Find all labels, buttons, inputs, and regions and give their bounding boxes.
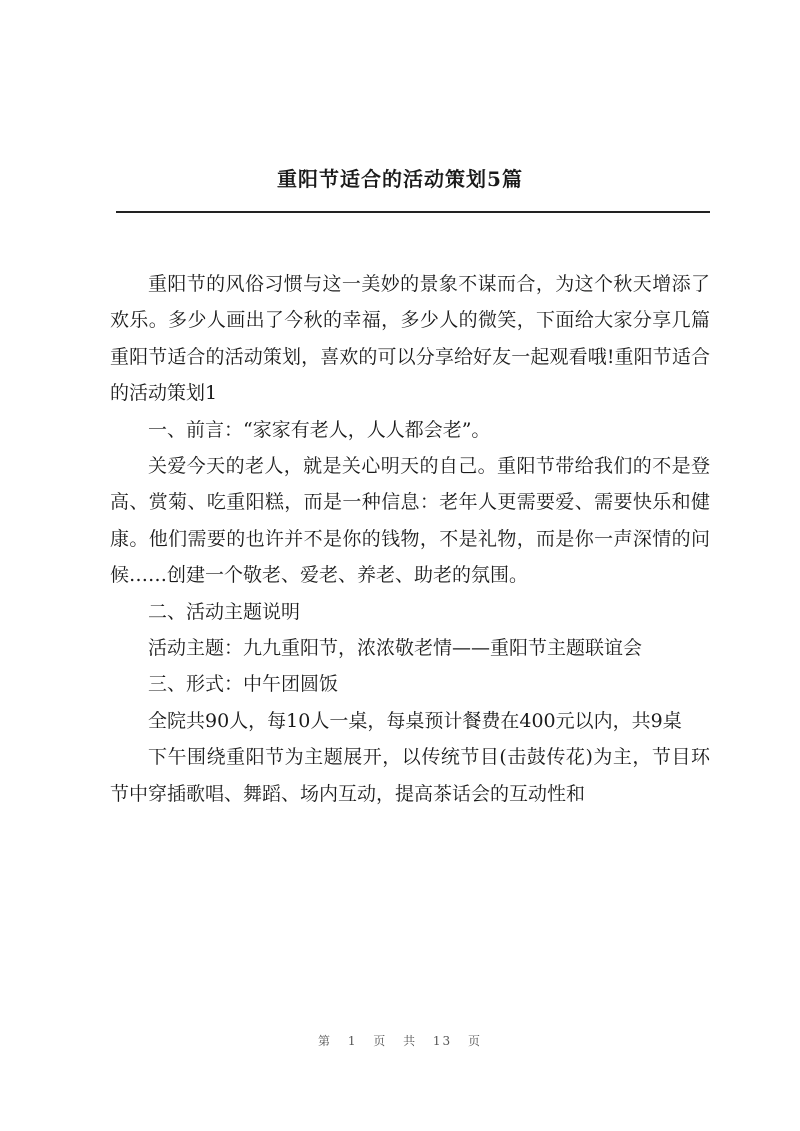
title-divider bbox=[116, 211, 710, 213]
paragraph-preface: 一、前言：“家家有老人，人人都会老”。 bbox=[148, 418, 491, 441]
paragraph-theme: 活动主题：九九重阳节，浓浓敬老情——重阳节主题联谊会 bbox=[148, 637, 643, 660]
paragraph-intro: 重阳节的风俗习惯与这一美妙的景象不谋而合，为这个秋天增添了欢乐。多少人画出了今秋的幸福，多少人的微笑，下面给大家分享几篇重阳节适合的活动策划，喜欢的可以分享给好友一起观看哦!重阳节适合的活动策划1 bbox=[110, 273, 710, 405]
paragraph-section-form: 三、形式：中午团圆饭 bbox=[148, 673, 339, 696]
paragraph-afternoon: 下午围绕重阳节为主题展开，以传统节目(击鼓传花)为主，节目环节中穿插歌唱、舞蹈、场内互动，提高茶话会的互动性和 bbox=[110, 746, 710, 805]
document-title: 重阳节适合的活动策划5篇 bbox=[277, 167, 523, 191]
page-number: 第 1 页 共 13 页 bbox=[318, 1034, 482, 1048]
document-body bbox=[110, 266, 710, 812]
paragraph-section-theme: 二、活动主题说明 bbox=[148, 600, 301, 623]
paragraph-dinner: 全院共90人，每10人一桌，每桌预计餐费在400元以内，共9桌 bbox=[148, 709, 682, 732]
paragraph-care: 关爱今天的老人，就是关心明天的自己。重阳节带给我们的不是登高、赏菊、吃重阳糕，而是一种信息：老年人更需要爱、需要快乐和健康。他们需要的也许并不是你的钱物，不是礼物，而是你一声深情的问候……创建一个敬老、爱老、养老、助老的氛围。 bbox=[110, 455, 710, 587]
